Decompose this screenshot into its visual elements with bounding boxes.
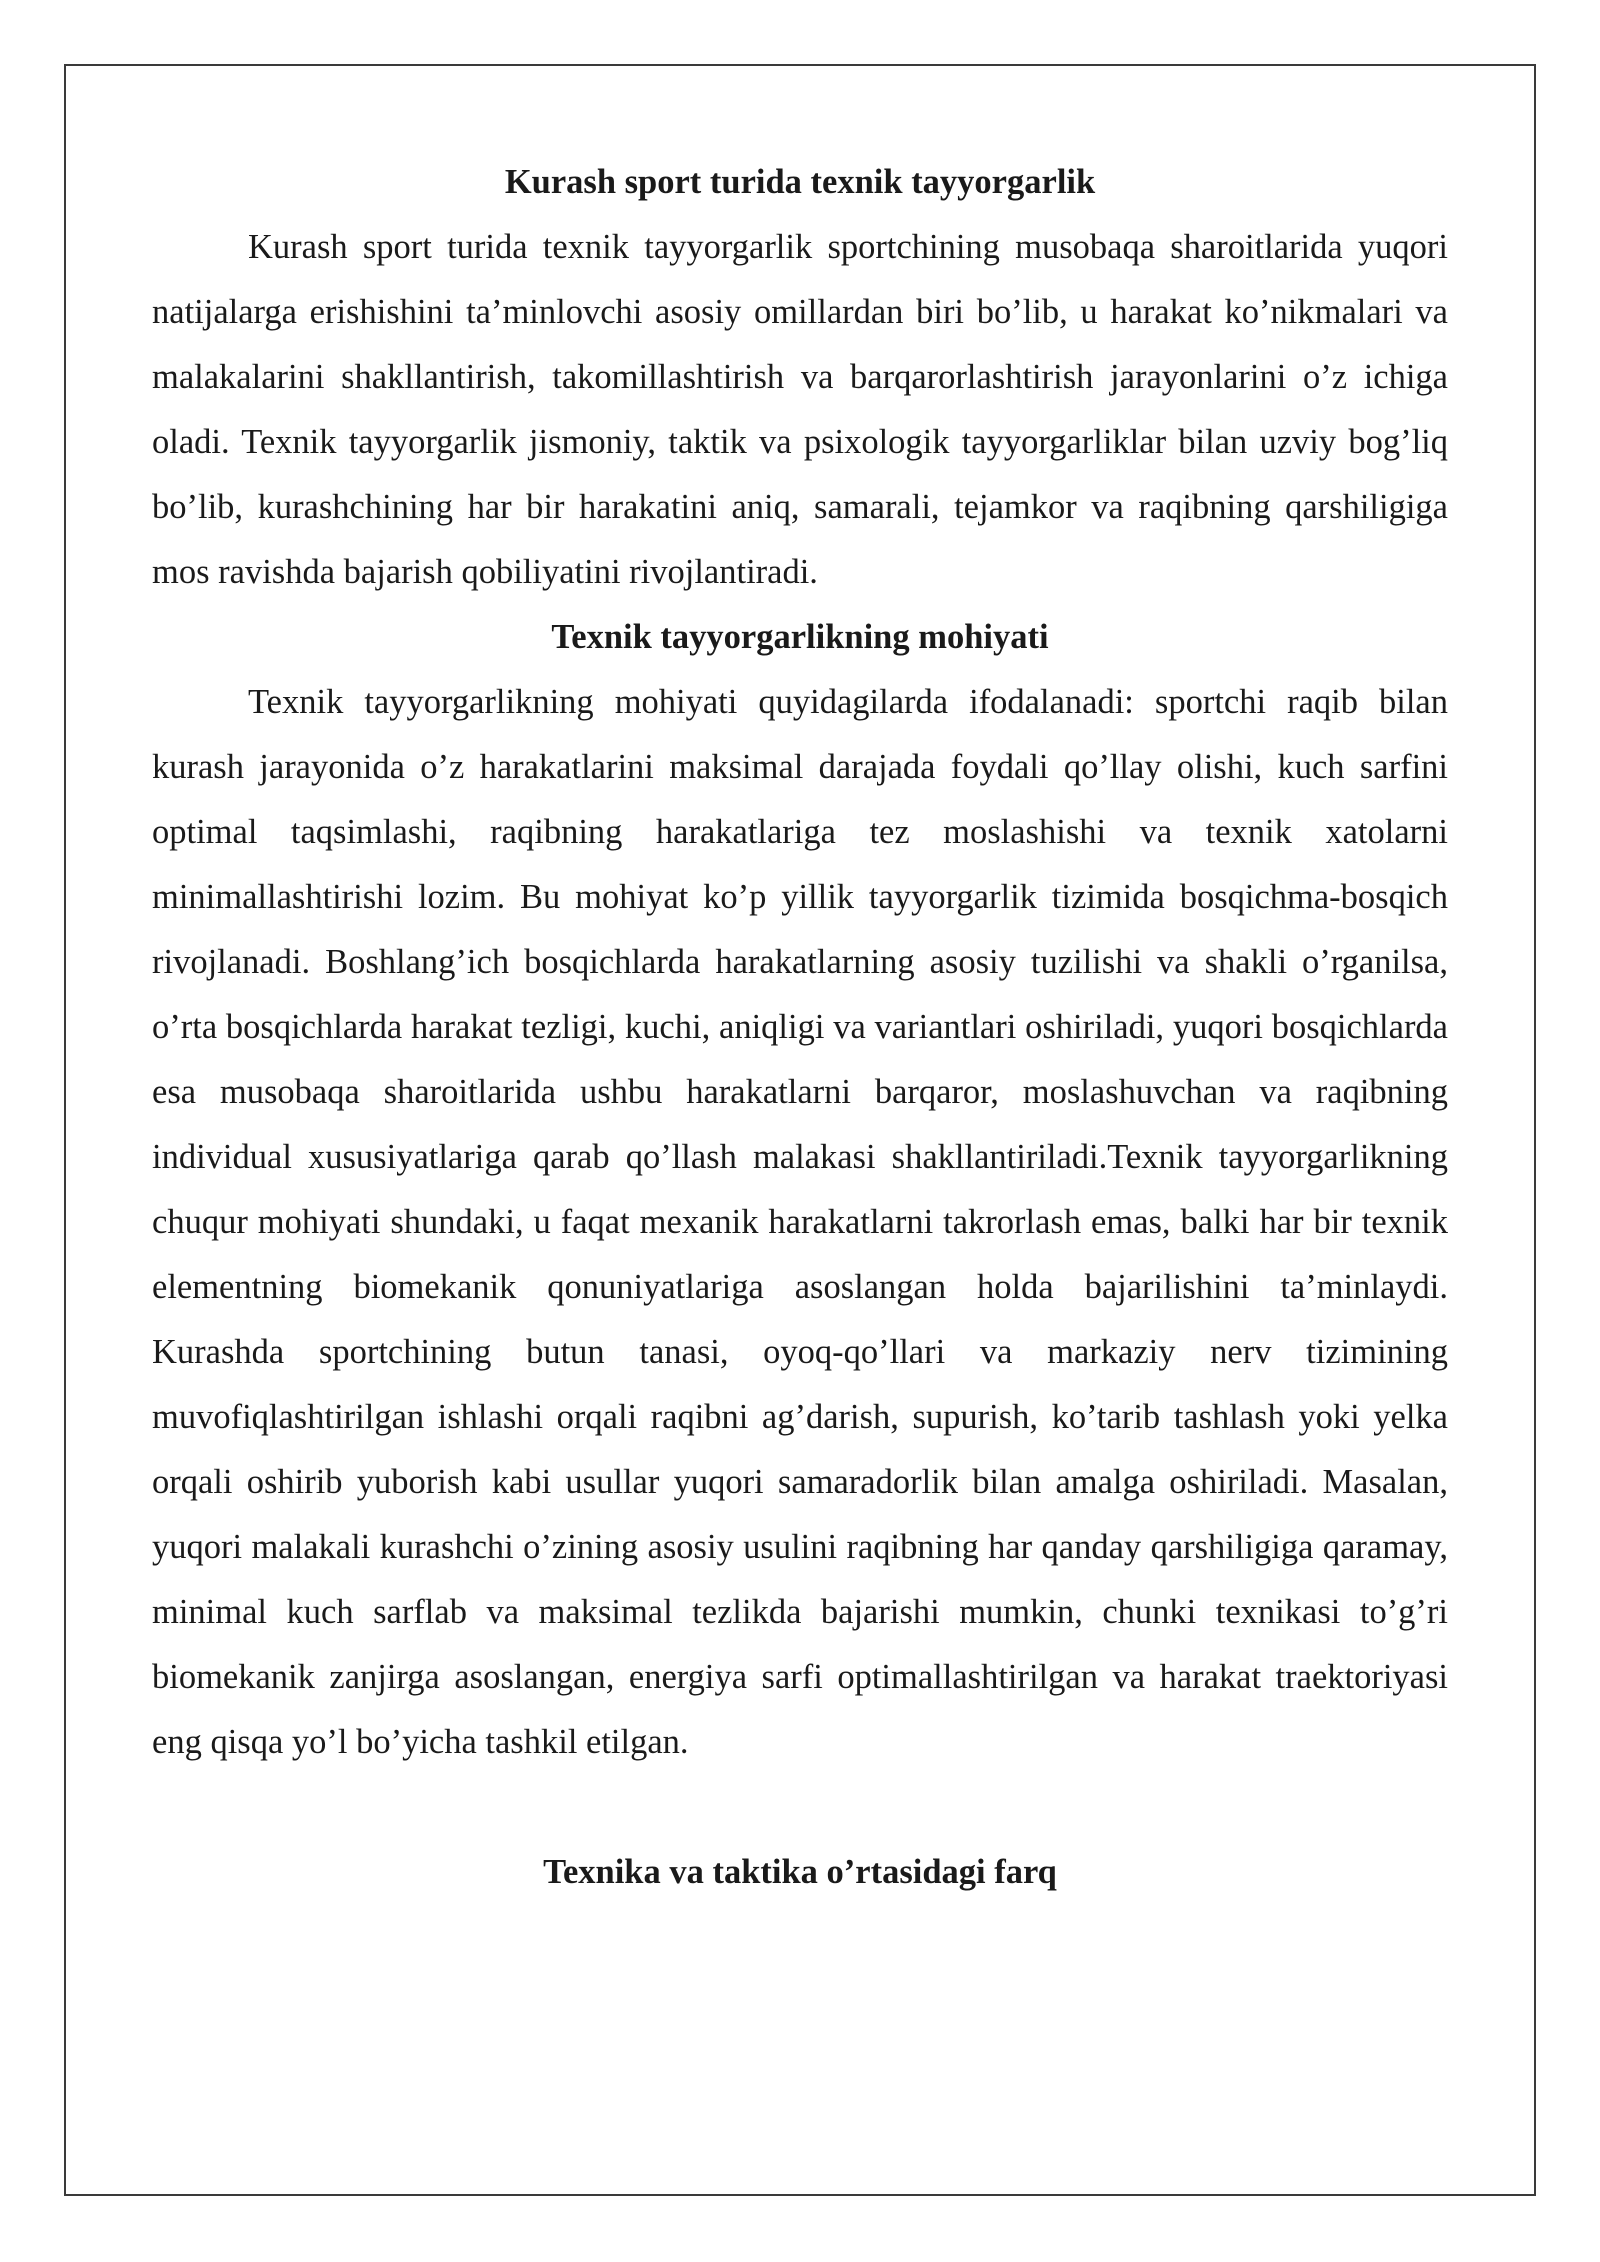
section-heading-mohiyati: Texnik tayyorgarlikning mohiyati — [551, 618, 1049, 656]
blank-line — [152, 1775, 1448, 1840]
section-heading-farq: Texnika va taktika o’rtasidagi farq — [543, 1853, 1057, 1891]
document-body — [152, 150, 1448, 1905]
intro-paragraph: Kurash sport turida texnik tayyorgarlik sportchining musobaqa sharoitlarida yuqori natijalarga erishishini ta’minlovchi asosiy omillardan biri bo’lib, u harakat ko’nikmalari va malakalarini shakllantirish, takomillashtirish va barqarorlashtirish jarayonlarini o’z ichiga oladi. Texnik tayyorgarlik jismoniy, taktik va psixologik tayyorgarliklar bilan uzviy bog’liq bo’lib, kurashchining har bir harakatini aniq, samarali, tejamkor va raqibning qarshiligiga mos ravishda bajarish qobiliyatini rivojlantiradi. — [152, 228, 1448, 591]
section-paragraph-mohiyati: Texnik tayyorgarlikning mohiyati quyidagilarda ifodalanadi: sportchi raqib bilan kurash jarayonida o’z harakatlarini maksimal darajada foydali qo’llay olishi, kuch sarfini optimal taqsimlashi, raqibning harakatlariga tez moslashishi va texnik xatolarni minimallashtirishi lozim. Bu mohiyat ko’p yillik tayyorgarlik tizimida bosqichma-bosqich rivojlanadi. Boshlang’ich bosqichlarda harakatlarning asosiy tuzilishi va shakli o’rganilsa, o’rta bosqichlarda harakat tezligi, kuchi, aniqligi va variantlari oshiriladi, yuqori bosqichlarda esa musobaqa sharoitlarida ushbu harakatlarni barqaror, moslashuvchan va raqibning individual xususiyatlariga qarab qo’llash malakasi shakllantiriladi.Texnik tayyorgarlikning chuqur mohiyati shundaki, u faqat mexanik harakatlarni takrorlash emas, balki har bir texnik elementning biomekanik qonuniyatlariga asoslangan holda bajarilishini ta’minlaydi. Kurashda sportchining butun tanasi, oyoq-qo’llari va markaziy nerv tizimining muvofiqlashtirilgan ishlashi orqali raqibni ag’darish, supurish, ko’tarib tashlash yoki yelka orqali oshirib yuborish kabi usullar yuqori samaradorlik bilan amalga oshiriladi. Masalan, yuqori malakali kurashchi o’zining asosiy usulini raqibning har qanday qarshiligiga qaramay, minimal kuch sarflab va maksimal tezlikda bajarishi mumkin, chunki texnikasi to’g’ri biomekanik zanjirga asoslangan, energiya sarfi optimallashtirilgan va harakat traektoriyasi eng qisqa yo’l bo’yicha tashkil etilgan. — [152, 683, 1448, 1761]
document-title: Kurash sport turida texnik tayyorgarlik — [504, 163, 1096, 201]
